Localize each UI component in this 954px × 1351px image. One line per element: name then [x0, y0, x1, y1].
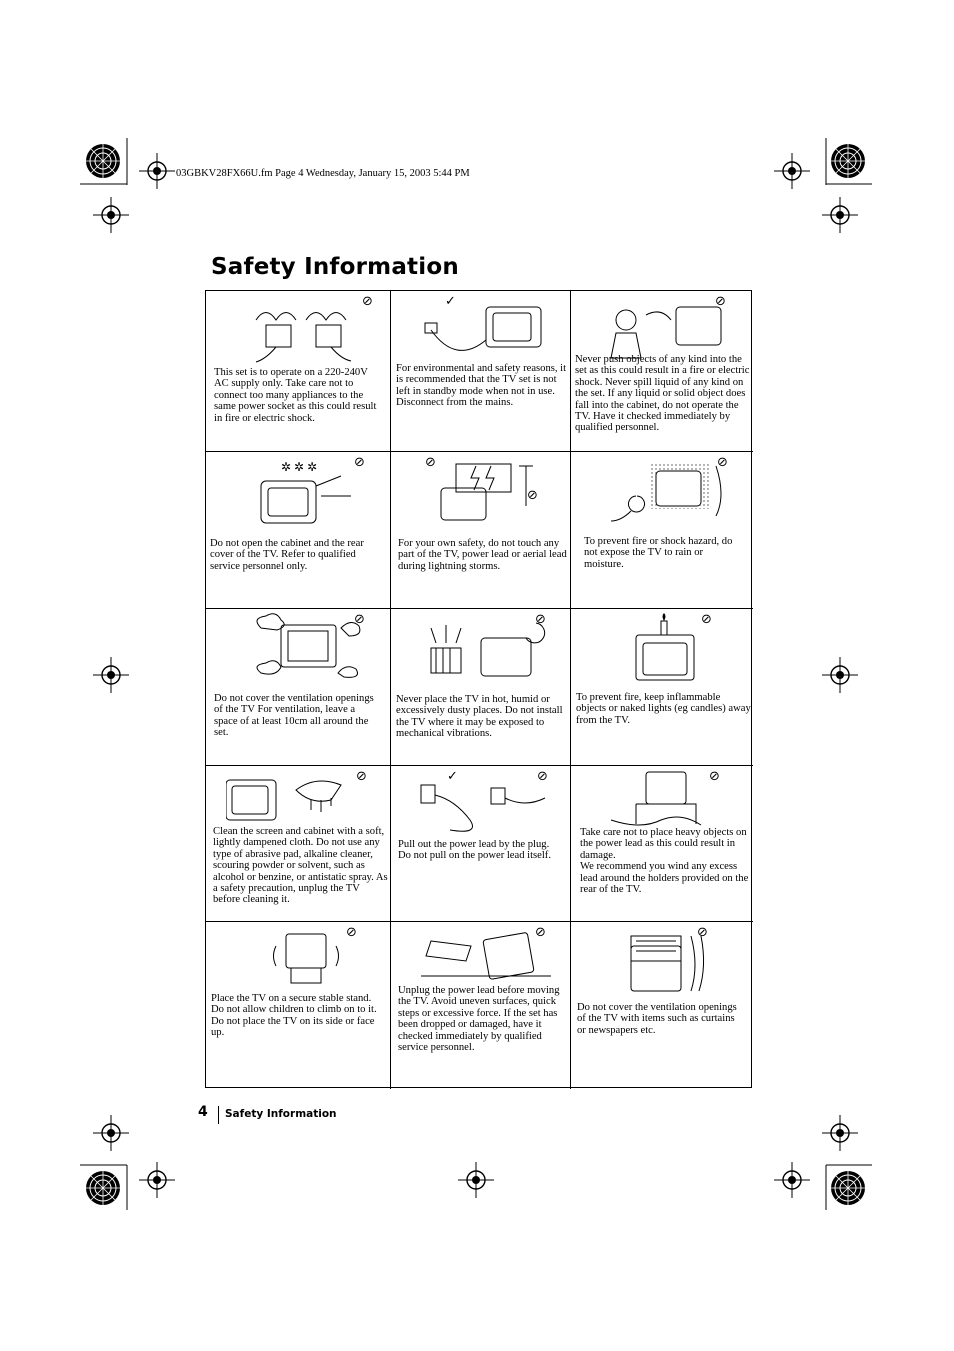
prohibited-icon: ⊘ — [697, 925, 708, 940]
prohibited-icon: ⊘ — [717, 455, 728, 470]
safety-cell-naked-lights — [571, 609, 753, 766]
cell-text: Never push objects of any kind into the set as this could result in a fire or electric shock. Never spill liquid of any kind on the set. If any liquid or solid object does fall into the cabinet, do not operate the TV. Have it checked immediately by qualified personnel. — [575, 354, 750, 434]
cell-text: Never place the TV in hot, humid or excessively dusty places. Do not install the TV where it may be exposed to mechanical vibrations. — [396, 694, 563, 740]
safety-cell-curtains — [571, 922, 753, 1089]
prohibited-icon: ⊘ — [535, 612, 546, 627]
pull-plug-illustration — [411, 770, 551, 840]
prohibited-icon: ⊘ — [346, 925, 357, 940]
safety-grid — [205, 290, 752, 1088]
footer-divider — [218, 1106, 219, 1124]
cell-text: Take care not to place heavy objects on the power lead as this could result in damage. We recommend you wind any excess lead around the holders provided on the rear of the TV. — [580, 827, 749, 896]
tv-on-stand-illustration — [226, 926, 366, 996]
safety-cell-ventilation-space — [206, 609, 391, 766]
prohibited-icon: ⊘ — [362, 294, 373, 309]
overloaded-socket-illustration — [226, 295, 366, 365]
cell-text: Do not cover the ventilation openings of the TV For ventilation, leave a space of at least 10cm all around the set. — [214, 693, 374, 739]
prohibited-icon: ⊘ — [701, 612, 712, 627]
cell-text: For environmental and safety reasons, it is recommended that the TV set is not left in standby mode when not in use. Disconnect from the mains. — [396, 363, 567, 409]
prohibited-icon: ⊘ — [715, 294, 726, 309]
rain-moisture-illustration — [591, 456, 731, 526]
file-header-meta: 03GBKV28FX66U.fm Page 4 Wednesday, January 15, 2003 5:44 PM — [176, 168, 470, 179]
safety-cell-standby — [391, 291, 571, 452]
ventilation-space-illustration — [226, 613, 366, 683]
page-number: 4 — [198, 1104, 208, 1120]
safety-cell-stable-stand — [206, 922, 391, 1089]
cell-text: Pull out the power lead by the plug. Do not pull on the power lead itself. — [398, 839, 551, 862]
footer-section-label: Safety Information — [225, 1108, 337, 1120]
prohibited-icon: ⊘ — [425, 455, 436, 470]
curtains-newspaper-illustration — [591, 926, 731, 996]
safety-cell-lightning — [391, 452, 571, 609]
svg-text:✲ ✲ ✲: ✲ ✲ ✲ — [281, 460, 318, 474]
prohibited-icon: ⊘ — [527, 488, 538, 503]
checkmark-icon: ✓ — [445, 294, 456, 309]
cell-text: Do not cover the ventilation openings of the TV with items such as curtains or newspapers etc. — [577, 1002, 737, 1036]
open-cabinet-illustration — [226, 456, 366, 526]
prohibited-icon: ⊘ — [354, 455, 365, 470]
cell-text: This set is to operate on a 220-240V AC supply only. Take care not to connect too many appliances to the same power socket as this could result in fire or electric shock. — [214, 367, 377, 424]
prohibited-icon: ⊘ — [354, 612, 365, 627]
safety-cell-objects-liquids — [571, 291, 753, 452]
safety-cell-cleaning — [206, 766, 391, 922]
cell-text: To prevent fire, keep inflammable objects or naked lights (eg candles) away from the TV. — [576, 692, 751, 726]
safety-cell-moisture — [571, 452, 753, 609]
cell-text: Do not open the cabinet and the rear cover of the TV. Refer to qualified service personnel only. — [210, 538, 364, 572]
prohibited-icon: ⊘ — [535, 925, 546, 940]
prohibited-icon: ⊘ — [356, 769, 367, 784]
safety-cell-power-lead — [391, 766, 571, 922]
cell-text: Place the TV on a secure stable stand. Do not allow children to climb on to it. Do not place the TV on its side or face up. — [211, 993, 377, 1039]
tv-unplug-illustration — [411, 295, 551, 365]
safety-cell-heat-humidity — [391, 609, 571, 766]
cell-text: To prevent fire or shock hazard, do not expose the TV to rain or moisture. — [584, 536, 733, 570]
prohibited-icon: ⊘ — [709, 769, 720, 784]
safety-cell-cabinet — [206, 452, 391, 609]
safety-cell-heavy-objects — [571, 766, 753, 922]
prohibited-icon: ⊘ — [537, 769, 548, 784]
safety-cell-moving — [391, 922, 571, 1089]
cell-text: Unplug the power lead before moving the TV. Avoid uneven surfaces, quick steps or excessive force. If the set has been dropped or damaged, have it checked immediately by qualified service personnel. — [398, 985, 560, 1054]
cell-text: For your own safety, do not touch any part of the TV, power lead or aerial lead during lightning storms. — [398, 538, 567, 572]
page-title: Safety Information — [211, 254, 459, 280]
heat-humidity-illustration — [411, 613, 551, 683]
safety-cell-power-supply — [206, 291, 391, 452]
cell-text: Clean the screen and cabinet with a soft, lightly dampened cloth. Do not use any type of abrasive pad, alkaline cleaner, scouring powder or solvent, such as alcohol or benzine, or antistatic spray. As a safety precaution, unplug the TV before cleaning it. — [213, 826, 388, 906]
checkmark-icon: ✓ — [447, 769, 458, 784]
